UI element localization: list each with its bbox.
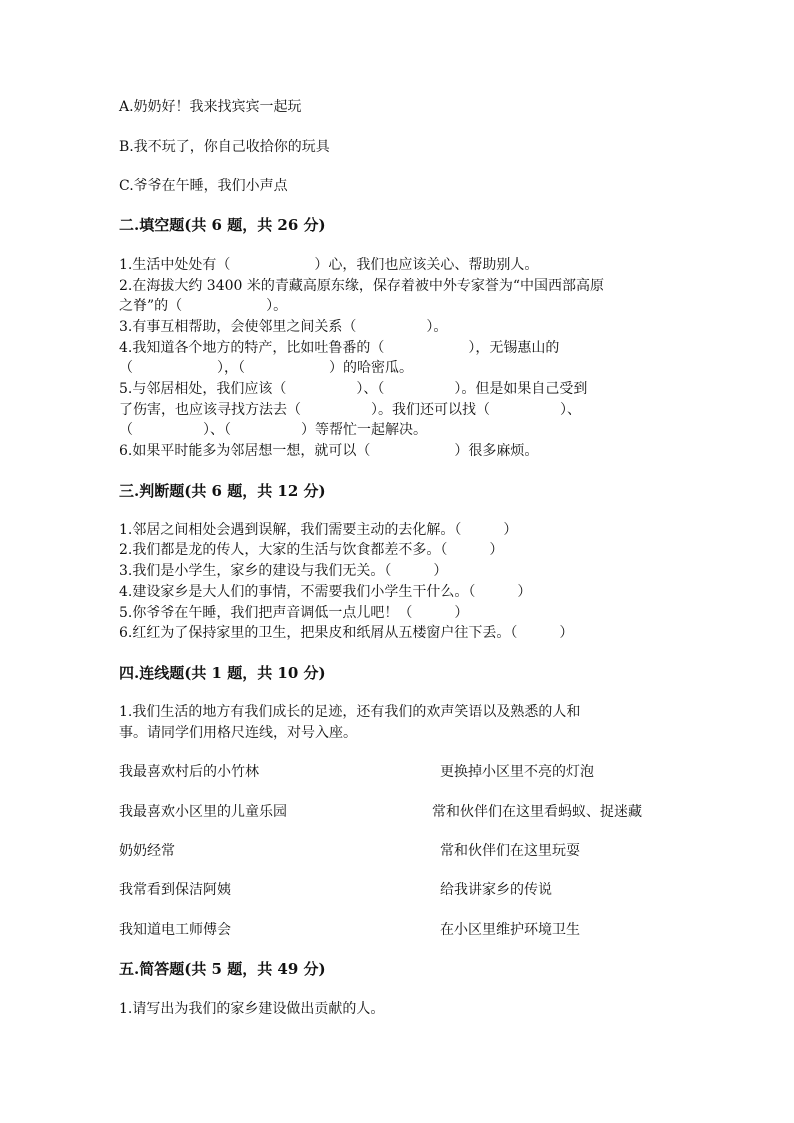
match-right-item: 给我讲家乡的传说: [440, 882, 552, 898]
section-heading-short-answer: 五.简答题(共 5 题，共 49 分): [119, 960, 326, 978]
question-line: 3.我们是小学生，家乡的建设与我们无关。（ ）: [119, 563, 448, 579]
match-right-item: 在小区里维护环境卫生: [440, 922, 580, 938]
match-right-item: 常和伙伴们在这里看蚂蚁、捉迷藏: [432, 804, 642, 820]
section-heading-fill-blank: 二.填空题(共 6 题，共 26 分): [119, 216, 326, 234]
question-line: 5.你爷爷在午睡，我们把声音调低一点儿吧！（ ）: [119, 605, 469, 621]
question-line: 5.与邻居相处，我们应该（ ）、（ ）。但是如果自己受到: [119, 381, 588, 397]
question-line: 4.我知道各个地方的特产，比如吐鲁番的（ ），无锡惠山的: [119, 340, 560, 356]
question-line: 6.红红为了保持家里的卫生，把果皮和纸屑从五楼窗户往下丢。（ ）: [119, 625, 574, 641]
section-heading-matching: 四.连线题(共 1 题，共 10 分): [119, 664, 326, 682]
question-line: 1.生活中处处有（ ）心，我们也应该关心、帮助别人。: [119, 257, 539, 273]
section-heading-true-false: 三.判断题(共 6 题，共 12 分): [119, 482, 326, 500]
question-line: 1.邻居之间相处会遇到误解，我们需要主动的去化解。（ ）: [119, 522, 518, 538]
question-line: 3.有事互相帮助，会使邻里之间关系（ ）。: [119, 319, 448, 335]
option-a: A.奶奶好！我来找宾宾一起玩: [119, 99, 302, 115]
question-line: 2.我们都是龙的传人，大家的生活与饮食都差不多。（ ）: [119, 542, 504, 558]
question-line: 之脊”的（ ）。: [119, 298, 288, 314]
question-line: 了伤害，也应该寻找方法去（ ）。我们还可以找（ ）、: [119, 402, 581, 418]
match-right-item: 常和伙伴们在这里玩耍: [440, 843, 580, 859]
option-c: C.爷爷在午睡，我们小声点: [119, 178, 288, 194]
question-line: 6.如果平时能多为邻居想一想，就可以（ ）很多麻烦。: [119, 443, 539, 459]
question-line: 1.我们生活的地方有我们成长的足迹，还有我们的欢声笑语以及熟悉的人和: [119, 704, 581, 720]
question-line: （ ），（ ）的哈密瓜。: [119, 360, 413, 376]
question-line: 4.建设家乡是大人们的事情，不需要我们小学生干什么。（ ）: [119, 584, 532, 600]
match-left-item: 我最喜欢小区里的儿童乐园: [119, 804, 287, 820]
question-line: 2.在海拔大约 3400 米的青藏高原东缘，保存着被中外专家誉为“中国西部高原: [119, 278, 605, 294]
match-right-item: 更换掉小区里不亮的灯泡: [440, 764, 594, 780]
match-left-item: 奶奶经常: [119, 843, 175, 859]
match-left-item: 我知道电工师傅会: [119, 922, 231, 938]
question-line: 1.请写出为我们的家乡建设做出贡献的人。: [119, 1001, 385, 1017]
option-b: B.我不玩了，你自己收拾你的玩具: [119, 139, 330, 155]
match-left-item: 我常看到保洁阿姨: [119, 882, 231, 898]
question-line: 事。请同学们用格尺连线，对号入座。: [119, 725, 357, 741]
question-line: （ ）、（ ）等帮忙一起解决。: [119, 422, 427, 438]
match-left-item: 我最喜欢村后的小竹林: [119, 764, 259, 780]
